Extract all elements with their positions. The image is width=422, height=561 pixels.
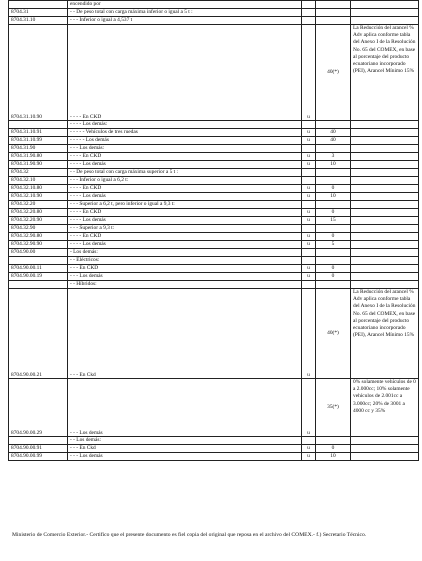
rate-cell: 35(*) — [316, 379, 351, 437]
unit-cell — [302, 257, 316, 265]
table-row — [9, 169, 419, 177]
observation-cell — [351, 17, 419, 25]
observation-cell — [351, 177, 419, 185]
tariff-code-cell: 8704.31.10.99 — [9, 137, 68, 145]
table-row — [9, 379, 419, 437]
rate-cell: 5 — [316, 241, 351, 249]
table-row — [9, 9, 419, 17]
tariff-code-cell: 8704.90.00 — [9, 249, 68, 257]
tariff-code-cell: 8704.31.90.90 — [9, 161, 68, 169]
description-cell: - - - - En CKD — [68, 185, 302, 193]
rate-cell — [316, 9, 351, 17]
observation-cell — [351, 161, 419, 169]
table-row — [9, 437, 419, 445]
table-row — [9, 281, 419, 289]
tariff-code-cell: 8704.32.90.80 — [9, 233, 68, 241]
tariff-code-cell: 8704.90.00.21 — [9, 289, 68, 379]
table-row — [9, 225, 419, 233]
observation-cell — [351, 145, 419, 153]
table-row — [9, 153, 419, 161]
tariff-code-cell: 8704.90.00.19 — [9, 273, 68, 281]
observation-cell — [351, 445, 419, 453]
description-cell: - - De peso total con carga máxima inferior o igual a 5 t : — [68, 9, 302, 17]
unit-cell: u — [302, 273, 316, 281]
unit-cell — [302, 225, 316, 233]
unit-cell: u — [302, 241, 316, 249]
rate-cell — [316, 225, 351, 233]
rate-cell — [316, 177, 351, 185]
rate-cell — [316, 281, 351, 289]
observation-cell — [351, 249, 419, 257]
unit-cell: u — [302, 25, 316, 121]
unit-cell — [302, 249, 316, 257]
description-cell: - - - - En CKD — [68, 209, 302, 217]
observation-cell — [351, 257, 419, 265]
unit-cell — [302, 169, 316, 177]
observation-text: La Reducción del arancel % Adv aplica conforme tabla del Anexo I de la Resolución No. 65 del COMEX, en base al porcentaje del producto ecuatoriano incorporado (PEI), Arancel Mínimo 15% — [353, 25, 416, 75]
unit-cell — [302, 17, 316, 25]
tariff-code-cell — [9, 281, 68, 289]
table-row — [9, 233, 419, 241]
table-row — [9, 241, 419, 249]
description-cell: - - - - Los demás — [68, 193, 302, 201]
tariff-code-cell: 8704.31.10.90 — [9, 25, 68, 121]
description-cell: - - - - En CKD — [68, 153, 302, 161]
description-cell: - - - - Los demás — [68, 161, 302, 169]
description-cell: - - - En CKD — [68, 265, 302, 273]
observation-cell — [351, 233, 419, 241]
unit-cell: u — [302, 137, 316, 145]
observation-cell — [351, 137, 419, 145]
table-row — [9, 137, 419, 145]
description-cell: - - - Los demás: — [68, 145, 302, 153]
rate-cell — [316, 1, 351, 9]
unit-cell — [302, 9, 316, 17]
table-row — [9, 145, 419, 153]
tariff-code-cell: 8704.90.00.29 — [9, 379, 68, 437]
description-cell: - - - Superior a 9,3 t: — [68, 225, 302, 233]
rate-cell — [316, 257, 351, 265]
tariff-table-body — [9, 1, 419, 461]
tariff-code-cell: 8704.32.10.90 — [9, 193, 68, 201]
table-row — [9, 445, 419, 453]
rate-cell: 0 — [316, 265, 351, 273]
tariff-code-cell: 8704.32.20.90 — [9, 217, 68, 225]
unit-cell: u — [302, 445, 316, 453]
rate-cell: 40 — [316, 137, 351, 145]
unit-cell: u — [302, 193, 316, 201]
observation-text: 0% solamente vehículos de 0 a 2.000cc; 10% solamente vehículos de 2.001cc a 3.000cc; 20% de 3001 a 4000 cc y 35% — [353, 379, 416, 414]
unit-cell — [302, 437, 316, 445]
tariff-code-cell: 8704.90.00.11 — [9, 265, 68, 273]
observation-cell — [351, 289, 419, 379]
tariff-code-cell: 8704.32.10.80 — [9, 185, 68, 193]
table-row — [9, 1, 419, 9]
tariff-page — [8, 0, 416, 461]
rate-cell: 3 — [316, 153, 351, 161]
table-row — [9, 177, 419, 185]
rate-cell — [316, 201, 351, 209]
tariff-code-cell: 8704.31.10.91 — [9, 129, 68, 137]
table-row — [9, 249, 419, 257]
table-row — [9, 265, 419, 273]
description-cell: - - - Los demás — [68, 379, 302, 437]
rate-cell: 0 — [316, 445, 351, 453]
unit-cell — [302, 1, 316, 9]
rate-cell — [316, 249, 351, 257]
unit-cell: u — [302, 153, 316, 161]
rate-cell: 40(*) — [316, 25, 351, 121]
description-cell: - - - Los demás — [68, 273, 302, 281]
rate-cell: 0 — [316, 233, 351, 241]
table-row — [9, 257, 419, 265]
description-cell: - - - - - Los demás — [68, 137, 302, 145]
observation-cell — [351, 9, 419, 17]
unit-cell: u — [302, 185, 316, 193]
tariff-code-cell: 8704.90.00.91 — [9, 445, 68, 453]
unit-cell — [302, 121, 316, 129]
observation-cell — [351, 209, 419, 217]
tariff-code-cell — [9, 1, 68, 9]
description-cell: - - - - En CKD — [68, 233, 302, 241]
table-row — [9, 273, 419, 281]
rate-cell — [316, 145, 351, 153]
unit-cell — [302, 145, 316, 153]
observation-cell — [351, 225, 419, 233]
rate-cell: 0 — [316, 209, 351, 217]
table-row — [9, 289, 419, 379]
description-cell: - - - - Los demás — [68, 217, 302, 225]
description-cell: - - Híbridos: — [68, 281, 302, 289]
table-row — [9, 201, 419, 209]
observation-cell — [351, 201, 419, 209]
tariff-code-cell: 8704.31.90.80 — [9, 153, 68, 161]
tariff-code-cell: 8704.31.10 — [9, 17, 68, 25]
description-cell: - - - Los demás — [68, 453, 302, 461]
table-row — [9, 17, 419, 25]
tariff-code-cell: 8704.31 — [9, 9, 68, 17]
observation-cell — [351, 453, 419, 461]
rate-cell: 10 — [316, 161, 351, 169]
tariff-code-cell: 8704.32.20 — [9, 201, 68, 209]
rate-cell: 10 — [316, 193, 351, 201]
table-row — [9, 161, 419, 169]
description-cell: - - - - - Vehículos de tres ruedas — [68, 129, 302, 137]
certification-footer: Ministerio de Comercio Exterior.- Certifico que el presente documento es fiel copia del original que reposa en el archivo del COMEX.- f.) Secretario Técnico. — [12, 532, 367, 538]
description-cell: - - Eléctricos: — [68, 257, 302, 265]
unit-cell: u — [302, 161, 316, 169]
rate-cell — [316, 169, 351, 177]
table-row — [9, 217, 419, 225]
observation-cell — [351, 241, 419, 249]
observation-cell — [351, 25, 419, 121]
rate-cell — [316, 121, 351, 129]
tariff-code-cell: 8704.32.90 — [9, 225, 68, 233]
unit-cell — [302, 281, 316, 289]
description-cell: - - - - Los demás — [68, 241, 302, 249]
tariff-code-cell: 8704.32.90.90 — [9, 241, 68, 249]
tariff-code-cell: 8704.31.90 — [9, 145, 68, 153]
table-row — [9, 209, 419, 217]
unit-cell: u — [302, 129, 316, 137]
rate-cell: 0 — [316, 273, 351, 281]
tariff-table — [8, 0, 419, 461]
observation-cell — [351, 121, 419, 129]
table-row — [9, 121, 419, 129]
table-row — [9, 185, 419, 193]
unit-cell: u — [302, 379, 316, 437]
table-row — [9, 25, 419, 121]
tariff-code-cell: 8704.32.10 — [9, 177, 68, 185]
observation-cell — [351, 265, 419, 273]
observation-cell — [351, 281, 419, 289]
observation-cell — [351, 379, 419, 437]
observation-cell — [351, 193, 419, 201]
rate-cell: 40(*) — [316, 289, 351, 379]
tariff-code-cell — [9, 257, 68, 265]
tariff-code-cell — [9, 121, 68, 129]
observation-cell — [351, 437, 419, 445]
description-cell: - Los demás: — [68, 249, 302, 257]
description-cell: - - - Inferior o igual a 4,537 t — [68, 17, 302, 25]
tariff-code-cell: 8704.90.00.99 — [9, 453, 68, 461]
unit-cell: u — [302, 217, 316, 225]
observation-cell — [351, 273, 419, 281]
rate-cell: 10 — [316, 453, 351, 461]
rate-cell: 40 — [316, 129, 351, 137]
table-row — [9, 193, 419, 201]
description-cell: - - - - Los demás: — [68, 121, 302, 129]
description-cell: - - - En Ckd — [68, 289, 302, 379]
rate-cell — [316, 17, 351, 25]
tariff-code-cell: 8704.32 — [9, 169, 68, 177]
observation-cell — [351, 1, 419, 9]
table-row — [9, 129, 419, 137]
description-cell: - - - - En CKD — [68, 25, 302, 121]
unit-cell: u — [302, 265, 316, 273]
unit-cell: u — [302, 289, 316, 379]
observation-cell — [351, 129, 419, 137]
description-cell: encendido por — [68, 1, 302, 9]
tariff-code-cell: 8704.32.20.80 — [9, 209, 68, 217]
rate-cell — [316, 437, 351, 445]
unit-cell: u — [302, 453, 316, 461]
description-cell: - - - Inferior o igual a 6,2 t: — [68, 177, 302, 185]
observation-cell — [351, 169, 419, 177]
observation-cell — [351, 217, 419, 225]
description-cell: - - - En Ckd — [68, 445, 302, 453]
unit-cell: u — [302, 233, 316, 241]
observation-cell — [351, 185, 419, 193]
rate-cell: 15 — [316, 217, 351, 225]
unit-cell — [302, 177, 316, 185]
rate-cell: 0 — [316, 185, 351, 193]
unit-cell — [302, 201, 316, 209]
description-cell: - - De peso total con carga máxima superior a 5 t : — [68, 169, 302, 177]
tariff-code-cell — [9, 437, 68, 445]
observation-text: La Reducción del arancel % Adv aplica conforme tabla del Anexo I de la Resolución No. 65 del COMEX, en base al porcentaje del producto ecuatoriano incorporado (PEI), Arancel Mínimo 15% — [353, 289, 416, 339]
description-cell: - - Los demás: — [68, 437, 302, 445]
description-cell: - - - Superior a 6,2 t, pero inferior o igual a 9,3 t: — [68, 201, 302, 209]
table-row — [9, 453, 419, 461]
observation-cell — [351, 153, 419, 161]
unit-cell: u — [302, 209, 316, 217]
